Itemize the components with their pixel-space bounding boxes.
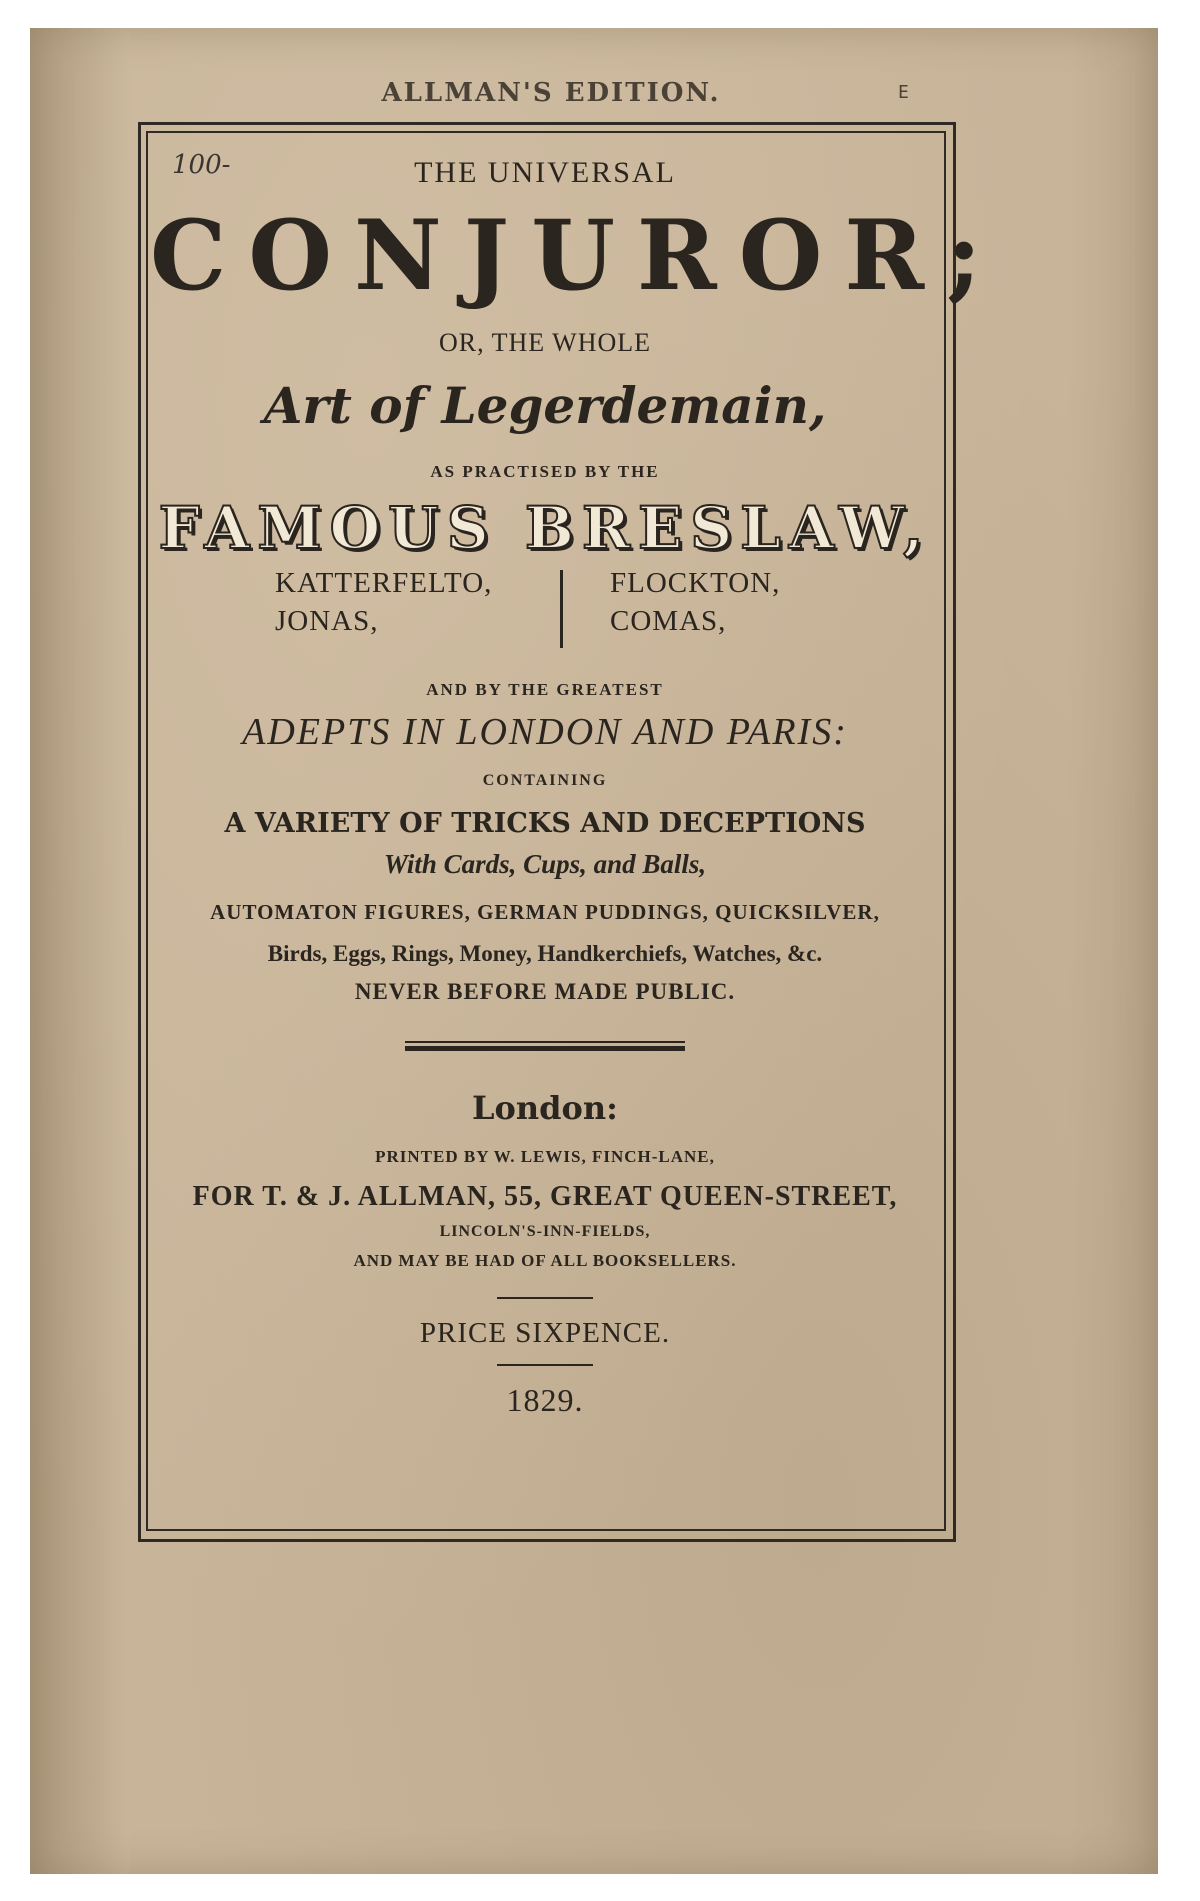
automaton-line: AUTOMATON FIGURES, GERMAN PUDDINGS, QUICKSILVER, xyxy=(210,900,880,924)
adepts-line: ADEPTS IN LONDON AND PARIS: xyxy=(242,711,848,753)
famous-breslaw: FAMOUS BRESLAW, xyxy=(158,494,932,562)
performer-comas: COMAS, xyxy=(610,605,727,637)
lincolns-inn-line: LINCOLN'S-INN-FIELDS, xyxy=(439,1223,651,1240)
title-page-content xyxy=(150,150,1004,1419)
handwritten-note: 100- xyxy=(172,150,231,180)
performer-jonas: JONAS, xyxy=(275,605,379,637)
price-line: PRICE SIXPENCE. xyxy=(419,1317,671,1349)
performers-right-column xyxy=(610,564,780,640)
practised-by: AS PRACTISED BY THE xyxy=(430,462,660,481)
publication-year: 1829. xyxy=(506,1382,584,1418)
edition-header: ALLMAN'S EDITION. xyxy=(381,78,721,108)
never-before-line: NEVER BEFORE MADE PUBLIC. xyxy=(354,979,736,1004)
double-rule-divider xyxy=(405,1041,685,1051)
containing-label: CONTAINING xyxy=(482,772,608,789)
or-the-whole: OR, THE WHOLE xyxy=(438,328,652,357)
birds-line: Birds, Eggs, Rings, Money, Handkerchiefs, Watches, &c. xyxy=(267,941,823,966)
booksellers-line: AND MAY BE HAD OF ALL BOOKSELLERS. xyxy=(353,1251,737,1270)
subtitle-the-universal: THE UNIVERSAL xyxy=(414,156,676,189)
spine-edge xyxy=(30,28,130,1874)
performer-flockton: FLOCKTON, xyxy=(610,567,781,599)
with-cards-line: With Cards, Cups, and Balls, xyxy=(383,849,707,879)
printed-by-line: PRINTED BY W. LEWIS, FINCH-LANE, xyxy=(375,1147,715,1166)
short-rule-top xyxy=(497,1297,593,1299)
variety-line: A VARIETY OF TRICKS AND DECEPTIONS xyxy=(224,808,866,839)
signature-mark: E xyxy=(898,82,909,103)
performer-katterfelto: KATTERFELTO, xyxy=(275,567,493,599)
for-allman-line: FOR T. & J. ALLMAN, 55, GREAT QUEEN-STREET, xyxy=(192,1181,898,1212)
performers-left-column xyxy=(275,564,492,640)
performer-names xyxy=(245,564,845,652)
art-of-legerdemain: Art of Legerdemain, xyxy=(263,376,827,435)
main-title: CONJUROR; xyxy=(150,199,1004,312)
short-rule-bottom xyxy=(497,1364,593,1366)
and-by-greatest: AND BY THE GREATEST xyxy=(426,680,664,699)
column-divider xyxy=(560,570,563,648)
imprint-city: London: xyxy=(472,1089,618,1127)
